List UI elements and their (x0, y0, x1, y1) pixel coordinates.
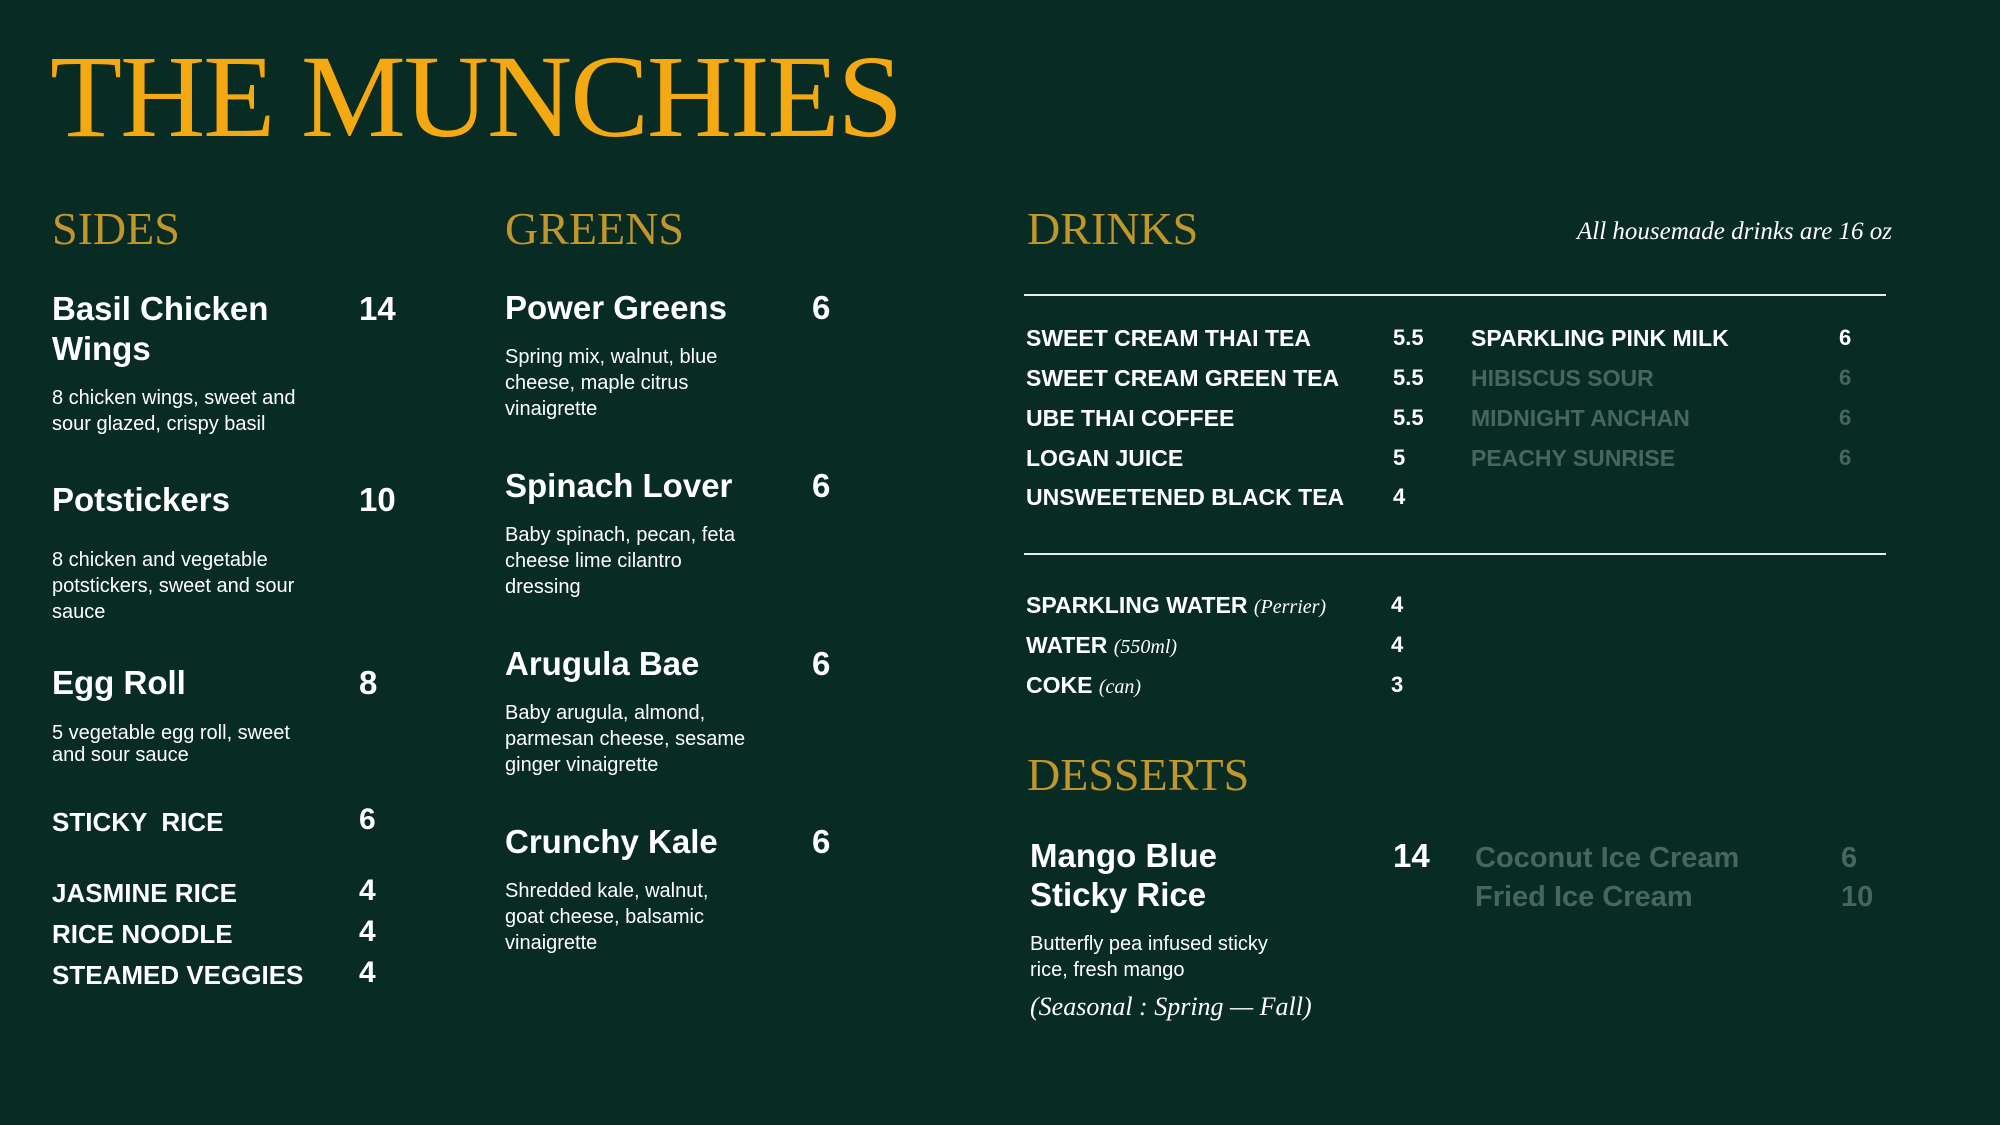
item-description: and sour sauce (52, 744, 189, 766)
item-description: cheese lime cilantro (505, 550, 682, 572)
item-description: Baby spinach, pecan, feta (505, 524, 736, 546)
item-name: Spinach Lover (505, 467, 733, 504)
drink-price: 6 (1839, 325, 1852, 350)
item-description: sauce (52, 601, 106, 623)
drink-name: LOGAN JUICE (1026, 445, 1184, 471)
item-description: vinaigrette (505, 932, 598, 954)
item-price: 6 (812, 645, 831, 682)
drink-name: HIBISCUS SOUR (1471, 365, 1654, 391)
item-description: ginger vinaigrette (505, 754, 659, 776)
item-name: Mango Blue (1030, 837, 1217, 874)
item-price: 6 (812, 289, 831, 326)
item-description: 8 chicken and vegetable (52, 549, 268, 571)
sides-heading: SIDES (52, 203, 180, 254)
drink-size-note: (550ml) (1113, 636, 1178, 658)
item-price: 8 (359, 664, 378, 701)
drink-name: PEACHY SUNRISE (1471, 445, 1676, 471)
drink-price: 5.5 (1393, 325, 1424, 350)
item-price: 10 (359, 481, 396, 518)
drink-name-group (1026, 590, 1326, 622)
drink-name: UNSWEETENED BLACK TEA (1026, 484, 1345, 510)
item-name: STEAMED VEGGIES (52, 960, 304, 990)
item-name: JASMINE RICE (52, 878, 237, 908)
item-price: 14 (1393, 837, 1430, 874)
item-description: parmesan cheese, sesame (505, 728, 746, 750)
drink-name: WATER (1026, 632, 1108, 658)
drink-price: 4 (1391, 632, 1404, 657)
greens-heading: GREENS (505, 203, 684, 254)
drinks-heading: DRINKS (1027, 203, 1199, 254)
item-name: Potstickers (52, 481, 230, 518)
drink-price: 6 (1839, 365, 1852, 390)
seasonal-note: (Seasonal : Spring — Fall) (1030, 992, 1312, 1021)
divider (1024, 294, 1886, 296)
drink-price: 3 (1391, 672, 1404, 697)
drink-size-note: (can) (1098, 676, 1142, 698)
item-name: Power Greens (505, 289, 727, 326)
item-price: 14 (359, 290, 396, 327)
drink-price: 5.5 (1393, 405, 1424, 430)
item-description: cheese, maple citrus (505, 372, 689, 394)
drink-price: 4 (1391, 592, 1404, 617)
item-price: 6 (812, 467, 831, 504)
item-name: Fried Ice Cream (1475, 881, 1693, 913)
drink-name: SPARKLING WATER (1026, 592, 1248, 618)
divider (1024, 553, 1886, 555)
item-description: goat cheese, balsamic (505, 906, 705, 928)
drink-name-group (1026, 670, 1141, 702)
drink-price: 6 (1839, 445, 1852, 470)
drink-name: SPARKLING PINK MILK (1471, 325, 1729, 351)
drink-price: 5.5 (1393, 365, 1424, 390)
item-price: 4 (359, 874, 376, 907)
item-name: Basil Chicken (52, 290, 269, 327)
item-name: Egg Roll (52, 664, 186, 701)
item-description: 5 vegetable egg roll, sweet (52, 722, 290, 744)
item-price: 6 (1841, 842, 1858, 874)
item-description: rice, fresh mango (1030, 959, 1185, 981)
item-name: Crunchy Kale (505, 823, 718, 860)
drink-name: MIDNIGHT ANCHAN (1471, 405, 1690, 431)
drink-name-group (1026, 630, 1177, 662)
menu-title: THE MUNCHIES (50, 31, 902, 162)
drink-name: UBE THAI COFFEE (1026, 405, 1235, 431)
item-description: sour glazed, crispy basil (52, 413, 266, 435)
item-description: Baby arugula, almond, (505, 702, 706, 724)
item-price: 4 (359, 956, 376, 989)
item-name: Arugula Bae (505, 645, 700, 682)
item-description: potstickers, sweet and sour (52, 575, 295, 597)
drink-price: 5 (1393, 445, 1406, 470)
item-name: Sticky Rice (1030, 876, 1207, 913)
item-name: Coconut Ice Cream (1475, 842, 1740, 874)
item-price: 10 (1841, 881, 1874, 913)
item-description: Spring mix, walnut, blue (505, 346, 718, 368)
item-name: STICKY RICE (52, 807, 224, 837)
item-price: 4 (359, 915, 376, 948)
drink-price: 4 (1393, 484, 1406, 509)
item-name: RICE NOODLE (52, 919, 233, 949)
drink-name: SWEET CREAM GREEN TEA (1026, 365, 1340, 391)
drink-name: SWEET CREAM THAI TEA (1026, 325, 1311, 351)
item-price: 6 (812, 823, 831, 860)
item-description: Shredded kale, walnut, (505, 880, 709, 902)
item-name: Wings (52, 330, 151, 367)
drink-name: COKE (1026, 672, 1093, 698)
item-description: dressing (505, 576, 581, 598)
drink-price: 6 (1839, 405, 1852, 430)
drink-size-note: (Perrier) (1253, 596, 1327, 618)
drinks-note: All housemade drinks are 16 oz (1577, 218, 1893, 245)
item-description: 8 chicken wings, sweet and (52, 387, 296, 409)
item-price: 6 (359, 803, 376, 836)
desserts-heading: DESSERTS (1027, 749, 1250, 800)
item-description: vinaigrette (505, 398, 598, 420)
item-description: Butterfly pea infused sticky (1030, 933, 1268, 955)
